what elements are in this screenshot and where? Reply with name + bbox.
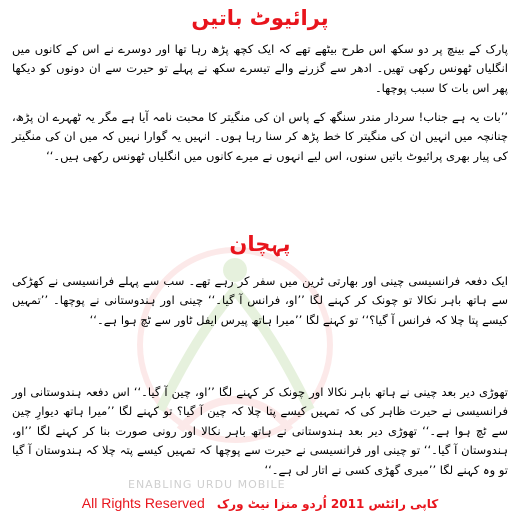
watermark-tagline: ENABLING URDU MOBILE bbox=[128, 478, 286, 491]
footer bbox=[0, 494, 520, 514]
story1-paragraph-1: پارک کے بینچ پر دو سکھ اس طرح بیٹھے تھے کہ ایک کچھ پڑھ رہا تھا اور دوسرے نے اس کے کانوں میں انگلیاں ٹھونس رکھی تھیں۔ ادھر سے گزرنے والے تیسرے سکھ نے پہلے تو حیرت سے ان دونوں کو دیکھا پھر اس بات کا سبب پوچھا۔ bbox=[12, 42, 508, 95]
story2-paragraph-1: ایک دفعہ فرانسیسی چینی اور بھارتی ٹرین میں سفر کر رہے تھے۔ سب سے پہلے فرانسیسی نے کھڑکی سے ہاتھ باہر نکالا تو چونک کر کہنے لگا ’’او، فرانس آ گیا۔‘‘ چینی اور ہندوستانی نے پوچھا۔ ’’تمہیں کیسے پتا چلا کہ فرانس آ گیا؟‘‘ تو کہنے لگا ’’میرا ہاتھ پیرس ایفل ٹاور سے ٹچ ہوا ہے۔‘‘ bbox=[12, 274, 508, 327]
story1-paragraph-2: ’’بات یہ ہے جناب! سردار مندر سنگھ کے پاس ان کی منگیتر کا محبت نامہ آیا ہے مگر یہ ٹھہرے ان پڑھ، چنانچہ میں انہیں ان کی منگیتر کا خط پڑھ کر سنا رہا ہوں۔ انہیں یہ گوارا نہیں کہ میں ان کی منگیتر کی پیار بھری پرائیوٹ باتیں سنوں، اس لیے انہوں نے میرے کانوں میں انگلیاں ٹھونس رکھی ہیں۔‘‘ bbox=[12, 110, 508, 163]
footer-rights: All Rights Reserved bbox=[81, 495, 205, 511]
story2-paragraph-2: تھوڑی دیر بعد چینی نے ہاتھ باہر نکالا اور چونک کر کہنے لگا ’’او، چین آ گیا۔‘‘ اس دفعہ ہندوستانی اور فرانسیسی نے حیرت ظاہر کی کہ تمہیں کیسے پتا چلا کہ چین آ گیا؟ تو کہنے لگا ’’میرا ہاتھ دیوارِ چین سے ٹچ ہوا ہے۔‘‘ تھوڑی دیر بعد ہندوستانی نے ہاتھ باہر نکالا اور رونی صورت بنا کر کہنے لگا ’’او، ہندوستان آ گیا۔‘‘ تو چینی اور فرانسیسی نے حیرت سے پوچھا کہ تمہیں کیسے پتہ چلا کہ ہندوستان آ گیا تو وہ کہنے لگا ’’میری گھڑی کسی نے اتار لی ہے۔‘‘ bbox=[12, 385, 508, 477]
story-title-identification: پہچان bbox=[229, 232, 291, 256]
footer-copyright: کاپی رائٹس 2011 اُردو منزا نیٹ ورک bbox=[216, 497, 439, 511]
story-title-private-talks: پرائیوٹ باتیں bbox=[191, 6, 329, 30]
